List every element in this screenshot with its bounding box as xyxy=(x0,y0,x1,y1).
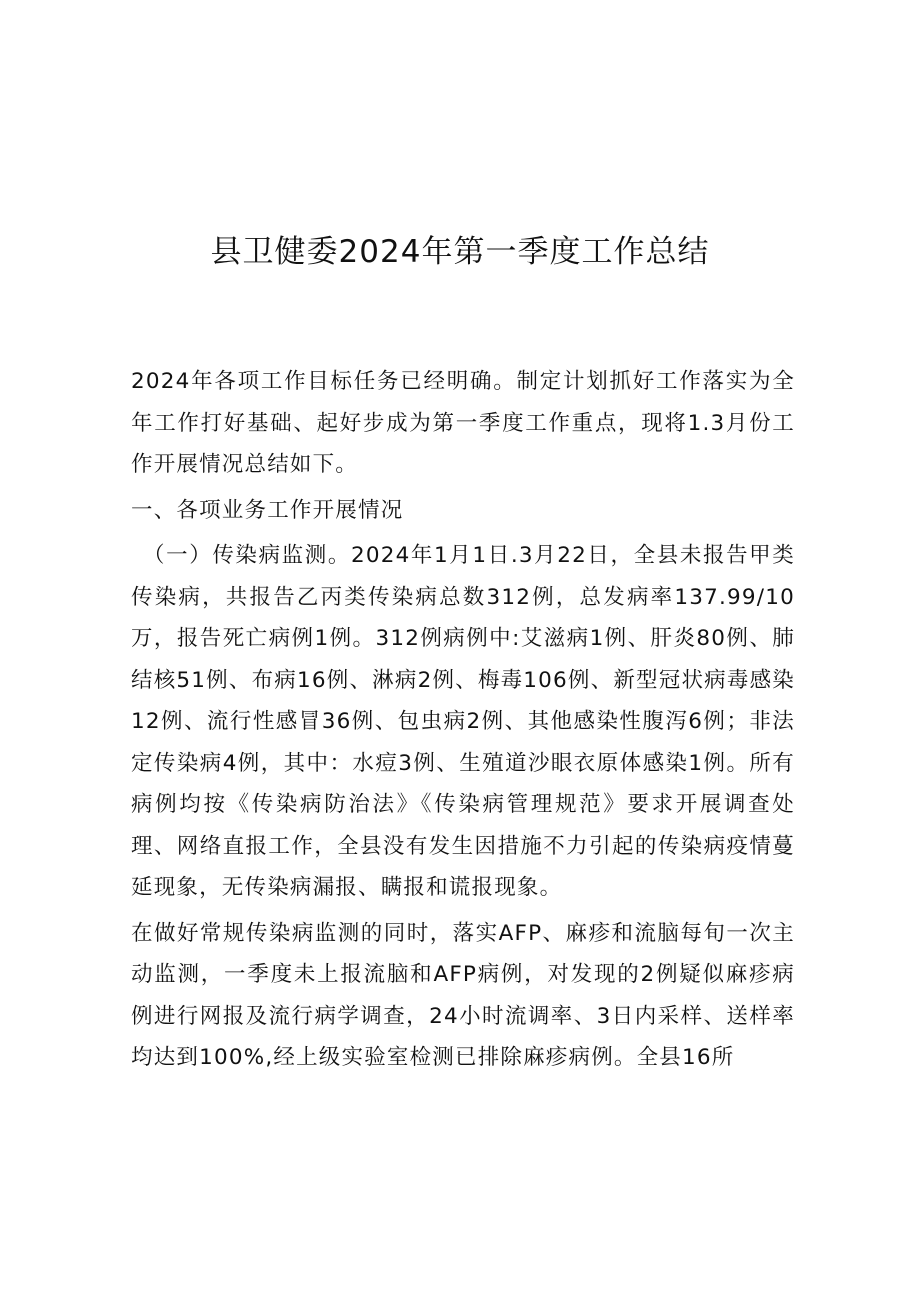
document-body xyxy=(131,361,795,1083)
intro-paragraph: 2024年各项工作目标任务已经明确。制定计划抓好工作落实为全年工作打好基础、起好步成为第一季度工作重点，现将1.3月份工作开展情况总结如下。 xyxy=(131,369,795,477)
disease-monitoring-paragraph: （一）传染病监测。2024年1月1日.3月22日，全县未报告甲类传染病，共报告乙丙类传染病总数312例，总发病率137.99/10万，报告死亡病例1例。312例病例中:艾滋病1例、肝炎80例、肺结核51例、布病16例、淋病2例、梅毒106例、新型冠状病毒感染12例、流行性感冒36例、包虫病2例、其他感染性腹泻6例；非法定传染病4例，其中：水痘3例、生殖道沙眼衣原体感染1例。所有病例均按《传染病防治法》《传染病管理规范》要求开展调查处理、网络直报工作，全县没有发生因措施不力引起的传染病疫情蔓延现象，无传染病漏报、瞒报和谎报现象。 xyxy=(131,543,795,900)
active-surveillance-paragraph: 在做好常规传染病监测的同时，落实AFP、麻疹和流脑每旬一次主动监测，一季度未上报流脑和AFP病例，对发现的2例疑似麻疹病例进行网报及流行病学调查，24小时流调率、3日内采样、送样率均达到100%,经上级实验室检测已排除麻疹病例。全县16所 xyxy=(131,920,795,1070)
section-heading: 一、各项业务工作开展情况 xyxy=(131,497,404,523)
document-title: 县卫健委2024年第一季度工作总结 xyxy=(210,234,710,270)
